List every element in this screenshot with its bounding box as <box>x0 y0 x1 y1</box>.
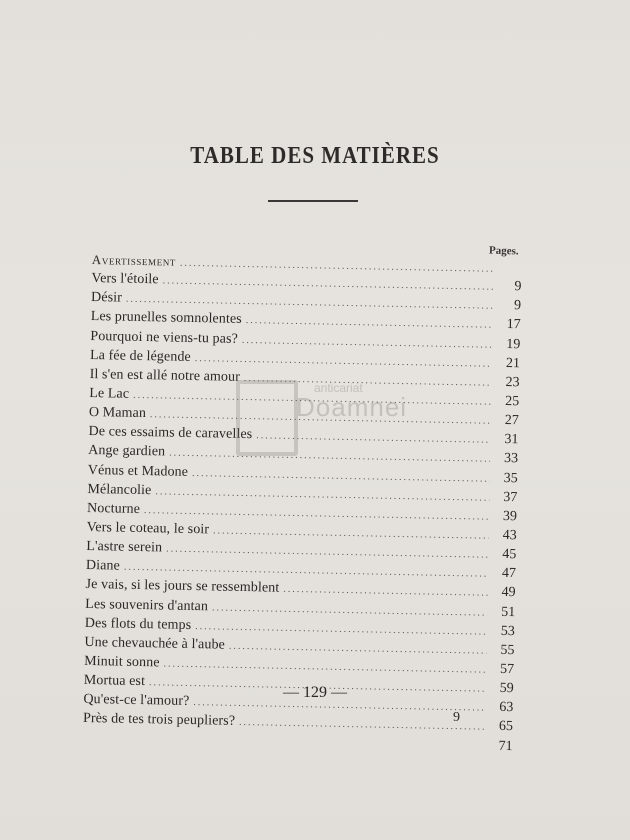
toc-entry-page: 37 <box>503 489 518 505</box>
toc-entry-title: Vénus et Madone <box>87 462 189 480</box>
toc-entry-title: Une chevauchée à l'aube <box>84 634 226 653</box>
toc-entry-page: 55 <box>500 642 515 658</box>
toc-leader-dots <box>124 562 488 580</box>
toc-entry-title: Pourquoi ne viens-tu pas? <box>90 328 239 347</box>
page-title: TABLE DES MATIÈRES <box>190 141 440 169</box>
toc-entry-page: 31 <box>504 432 519 448</box>
toc-entry-page: 57 <box>499 661 515 678</box>
toc-leader-dots <box>195 621 487 638</box>
toc-entry-title: Les prunelles somnolentes <box>90 309 242 328</box>
toc-entry-page: 9 <box>514 279 522 295</box>
toc-entry-page: 49 <box>501 585 516 601</box>
toc-leader-dots <box>195 353 492 370</box>
toc-entry-page: 25 <box>505 393 520 410</box>
title-rule <box>268 200 358 202</box>
toc-leader-dots <box>212 602 487 618</box>
toc-entry-title: Près de tes trois peupliers? <box>82 711 236 730</box>
watermark <box>236 378 406 458</box>
watermark-big-text: Doamnei <box>296 392 408 422</box>
toc-entry-page: 21 <box>505 355 521 371</box>
toc-entry-title: Vers le coteau, le soir <box>86 519 210 538</box>
toc-leader-dots <box>163 658 486 675</box>
toc-entry-page: 17 <box>506 317 521 333</box>
toc-leader-dots <box>239 717 485 733</box>
toc-entry-page: 39 <box>502 508 518 525</box>
pages-column-label: Pages. <box>488 244 519 258</box>
toc-leader-dots <box>126 294 493 312</box>
watermark-logo-icon <box>236 380 298 456</box>
toc-entry-title: Le Lac <box>89 385 130 402</box>
toc-entry-title: Je vais, si les jours se ressemblent <box>85 577 280 597</box>
watermark-small-text: anticariat <box>314 381 363 395</box>
toc-leader-dots <box>283 584 487 599</box>
toc-entry-title: De ces essaims de caravelles <box>88 424 253 443</box>
toc-leader-dots <box>144 505 489 523</box>
toc-leader-dots <box>166 544 488 561</box>
toc-leader-dots <box>180 258 494 275</box>
toc-entry-title: L'astre serein <box>86 539 163 556</box>
toc-entry-title: Qu'est-ce l'amour? <box>83 692 190 710</box>
toc-entry-title: Vers l'étoile <box>91 271 159 288</box>
toc-entry-page: 35 <box>503 470 518 486</box>
toc-leader-dots <box>242 334 493 350</box>
toc-entry-page: 9 <box>513 298 522 314</box>
toc-leader-dots <box>213 525 489 541</box>
toc-leader-dots <box>155 486 489 503</box>
toc-entry-page: 19 <box>506 336 521 352</box>
toc-leader-dots <box>192 468 490 485</box>
toc-entry-title: Des flots du temps <box>84 615 192 633</box>
toc-entry-page: 43 <box>502 527 517 544</box>
toc-entry-page: 51 <box>501 604 516 620</box>
toc-entry-page: 45 <box>502 547 517 563</box>
toc-entry-title: Diane <box>85 558 121 574</box>
toc-entry-page: 59 <box>499 681 514 697</box>
toc-leader-dots <box>246 315 493 331</box>
toc-entry-title: Ange gardien <box>88 443 166 460</box>
table-of-contents <box>82 252 521 758</box>
signature-mark: 9 <box>453 710 460 725</box>
toc-entry-title: Il s'en est allé notre amour <box>89 366 241 385</box>
toc-entry-title: Nocturne <box>86 500 141 517</box>
toc-entry-page: 71 <box>498 738 513 754</box>
toc-entry-title: La fée de légende <box>89 347 191 365</box>
toc-entry-title: O Maman <box>88 405 147 422</box>
toc-entry-title: Les souvenirs d'antan <box>85 596 209 614</box>
toc-entry-title: Mélancolie <box>87 481 152 498</box>
toc-leader-dots <box>229 641 487 657</box>
toc-entry-title: Désir <box>90 290 123 306</box>
toc-entry-page: 27 <box>504 413 519 429</box>
toc-entry-page: 65 <box>498 719 514 735</box>
toc-entry-page: 33 <box>503 451 519 467</box>
toc-entry-title: Avertissement <box>91 252 177 269</box>
toc-entry-page: 63 <box>499 700 514 716</box>
toc-leader-dots <box>163 276 494 293</box>
toc-entry-page: 23 <box>505 374 520 391</box>
toc-entry-title: Mortua est <box>83 673 146 690</box>
toc-entry-title: Minuit sonne <box>83 653 160 671</box>
page-folio: — 129 — <box>283 684 347 701</box>
toc-entry-page: 53 <box>500 623 515 639</box>
toc-entry-page: 47 <box>501 566 517 582</box>
